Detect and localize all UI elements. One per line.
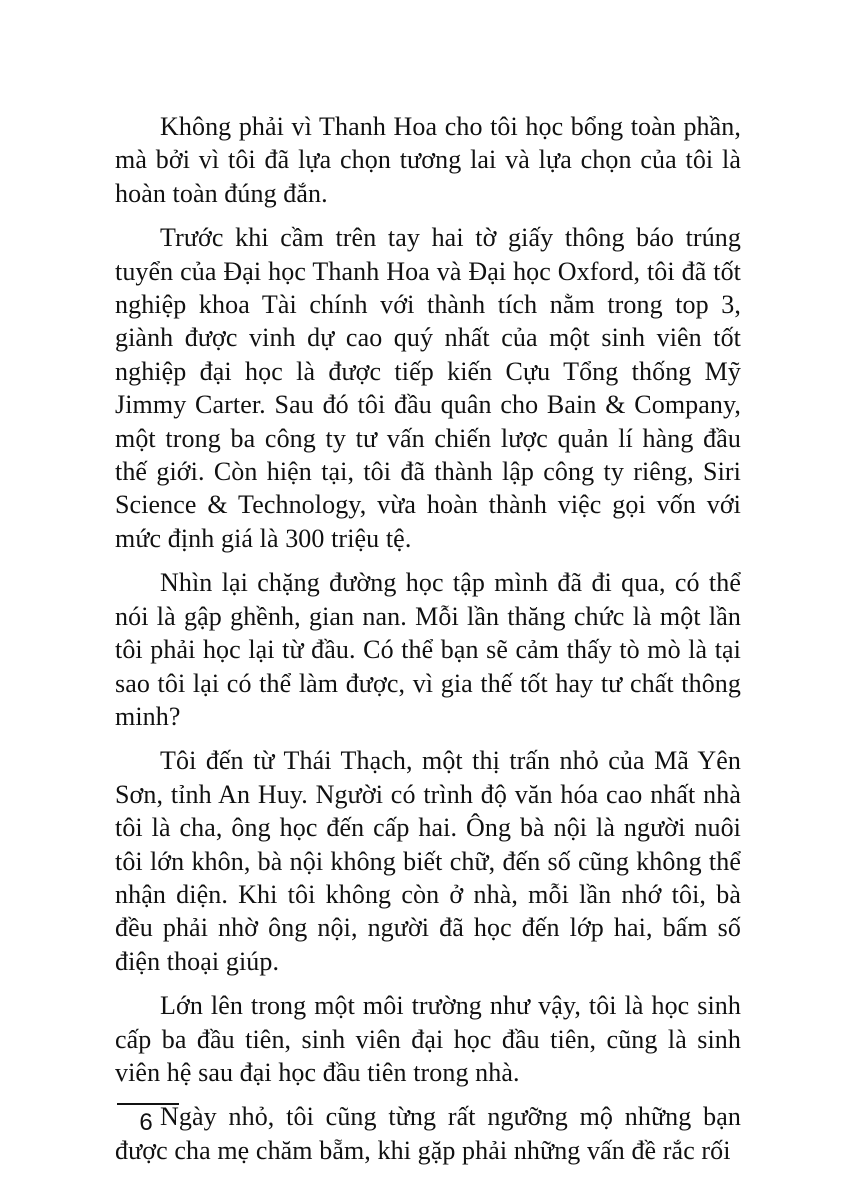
paragraph-2: Trước khi cầm trên tay hai tờ giấy thông báo trúng tuyển của Đại học Thanh Hoa và Đại học Oxford, tôi đã tốt nghiệp khoa Tài chính với thành tích nằm trong top 3, giành được vinh dự cao quý nhất của một sinh viên tốt nghiệp đại học là được tiếp kiến Cựu Tổng thống Mỹ Jimmy Carter. Sau đó tôi đầu quân cho Bain & Company, một trong ba công ty tư vấn chiến lược quản lí hàng đầu thế giới. Còn hiện tại, tôi đã thành lập công ty riêng, Siri Science & Technology, vừa hoàn thành việc gọi vốn với mức định giá là 300 triệu tệ. bbox=[115, 223, 741, 553]
paragraph-3: Nhìn lại chặng đường học tập mình đã đi qua, có thể nói là gập ghềnh, gian nan. Mỗi lần thăng chức là một lần tôi phải học lại từ đầu. Có thể bạn sẽ cảm thấy tò mò là tại sao tôi lại có thể làm được, vì gia thế tốt hay tư chất thông minh? bbox=[115, 568, 741, 731]
footer-divider bbox=[117, 1103, 179, 1105]
paragraph-4: Tôi đến từ Thái Thạch, một thị trấn nhỏ của Mã Yên Sơn, tỉnh An Huy. Người có trình độ văn hóa cao nhất nhà tôi là cha, ông học đến cấp hai. Ông bà nội là người nuôi tôi lớn khôn, bà nội không biết chữ, đến số cũng không thể nhận diện. Khi tôi không còn ở nhà, mỗi lần nhớ tôi, bà đều phải nhờ ông nội, người đã học đến lớp hai, bấm số điện thoại giúp. bbox=[115, 746, 741, 976]
page-content bbox=[115, 110, 741, 1178]
page-number: 6 bbox=[139, 1109, 153, 1136]
paragraph-6: Ngày nhỏ, tôi cũng từng rất ngưỡng mộ những bạn được cha mẹ chăm bẵm, khi gặp phải những vấn đề rắc rối bbox=[115, 1102, 741, 1165]
paragraph-1: Không phải vì Thanh Hoa cho tôi học bổng toàn phần, mà bởi vì tôi đã lựa chọn tương lai và lựa chọn của tôi là hoàn toàn đúng đắn. bbox=[115, 112, 741, 208]
paragraph-5: Lớn lên trong một môi trường như vậy, tôi là học sinh cấp ba đầu tiên, sinh viên đại học đầu tiên, cũng là sinh viên hệ sau đại học đầu tiên trong nhà. bbox=[115, 991, 741, 1087]
page-footer bbox=[115, 1103, 195, 1137]
